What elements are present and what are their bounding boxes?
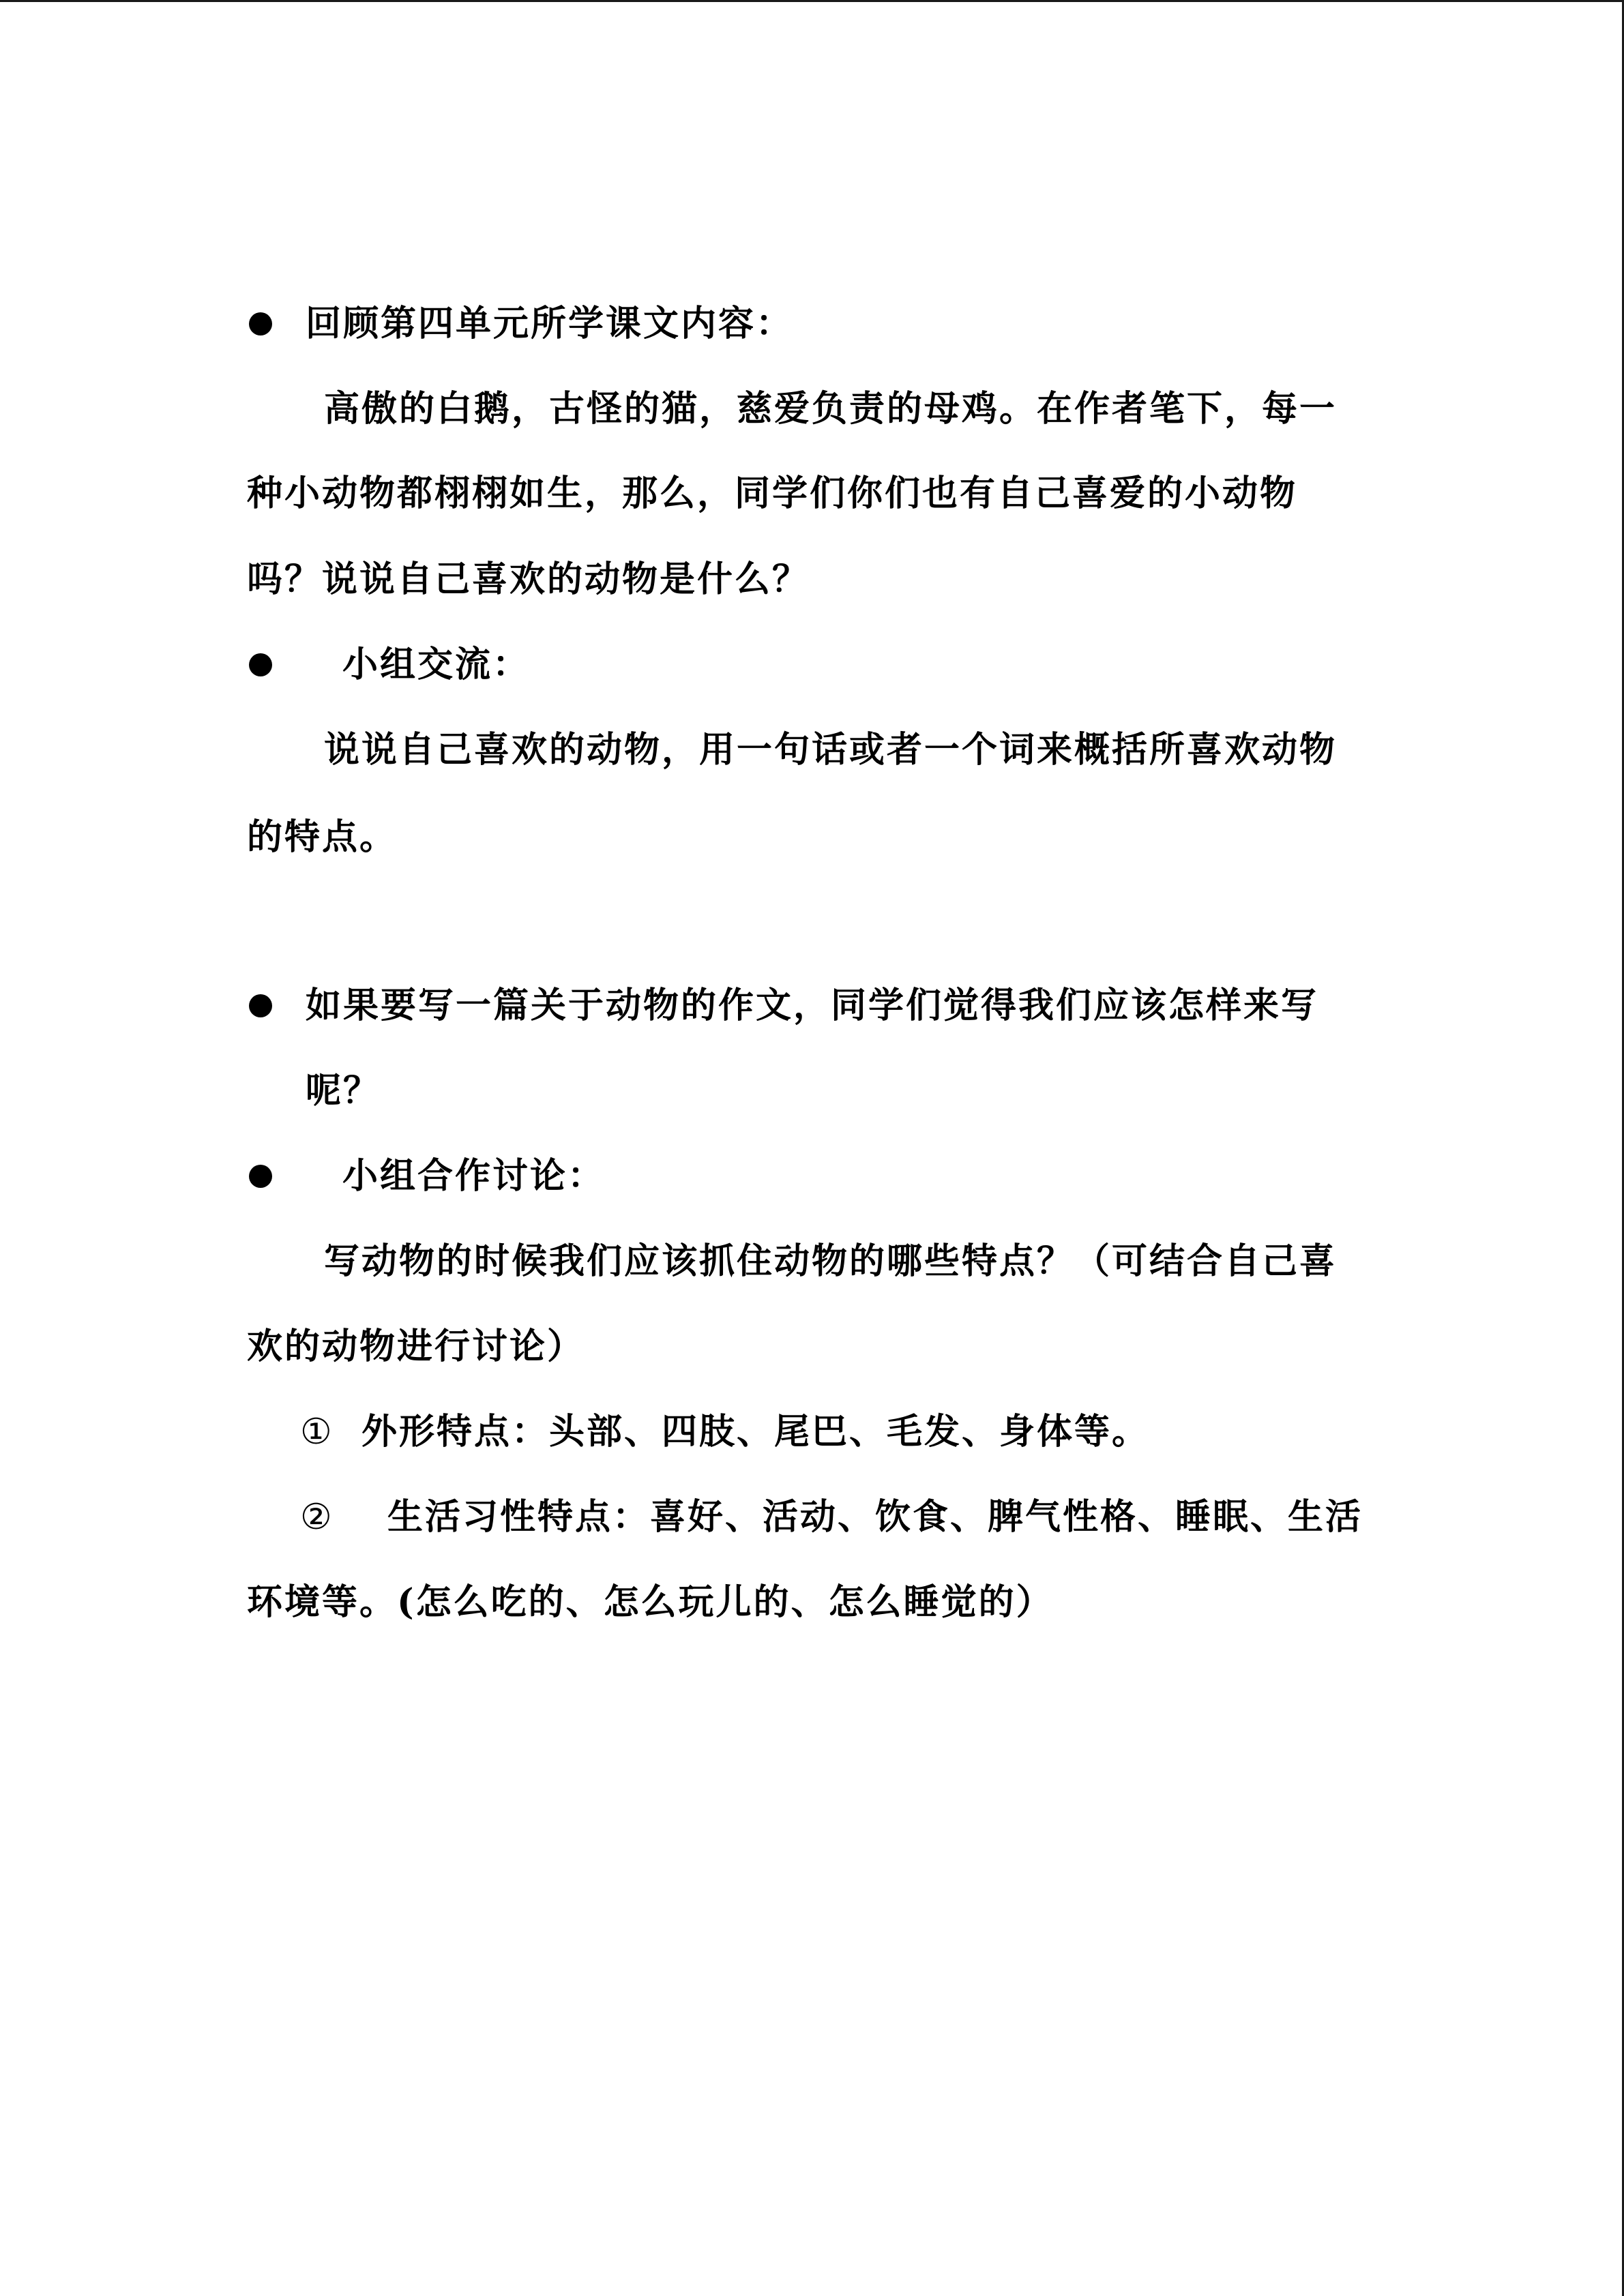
section2-para-line2: 的特点。 bbox=[247, 816, 398, 858]
section1-para-line1: 高傲的白鹅，古怪的猫，慈爱负责的母鸡。在作者笔下，每一 bbox=[324, 388, 1338, 430]
item2-text-line2: 环境等。(怎么吃的、怎么玩儿的、怎么睡觉的） bbox=[247, 1581, 1054, 1623]
section4-heading: 小组合作讨论： bbox=[342, 1155, 606, 1197]
section4-para-line2: 欢的动物进行讨论） bbox=[247, 1326, 585, 1367]
section1-para-line2: 种小动物都栩栩如生，那么，同学们你们也有自己喜爱的小动物 bbox=[247, 473, 1298, 514]
item2-marker: ② bbox=[300, 1497, 334, 1538]
item2-text: 生活习性特点：喜好、活动、饮食、脾气性格、睡眠、生活 bbox=[387, 1496, 1363, 1538]
item1-text: 外形特点：头部、四肢、尾巴、毛发、身体等。 bbox=[361, 1411, 1150, 1452]
bullet-icon bbox=[249, 653, 272, 676]
section2-para-line1: 说说自己喜欢的动物，用一句话或者一个词来概括所喜欢动物 bbox=[324, 729, 1338, 771]
section4-para-line1: 写动物的时候我们应该抓住动物的哪些特点？（可结合自己喜 bbox=[324, 1240, 1338, 1282]
item1-marker: ① bbox=[300, 1412, 334, 1452]
bullet-icon bbox=[249, 994, 272, 1017]
section1-para-line3: 吗？说说自己喜欢的动物是什么？ bbox=[247, 558, 810, 600]
section2-heading: 小组交流： bbox=[342, 644, 531, 685]
bullet-icon bbox=[249, 312, 272, 336]
section3-heading-line1: 如果要写一篇关于动物的作文，同学们觉得我们应该怎样来写 bbox=[306, 985, 1319, 1026]
section3-heading-line2: 呢？ bbox=[306, 1070, 381, 1112]
section1-heading: 回顾第四单元所学课文内容： bbox=[306, 303, 794, 344]
bullet-icon bbox=[249, 1165, 272, 1188]
